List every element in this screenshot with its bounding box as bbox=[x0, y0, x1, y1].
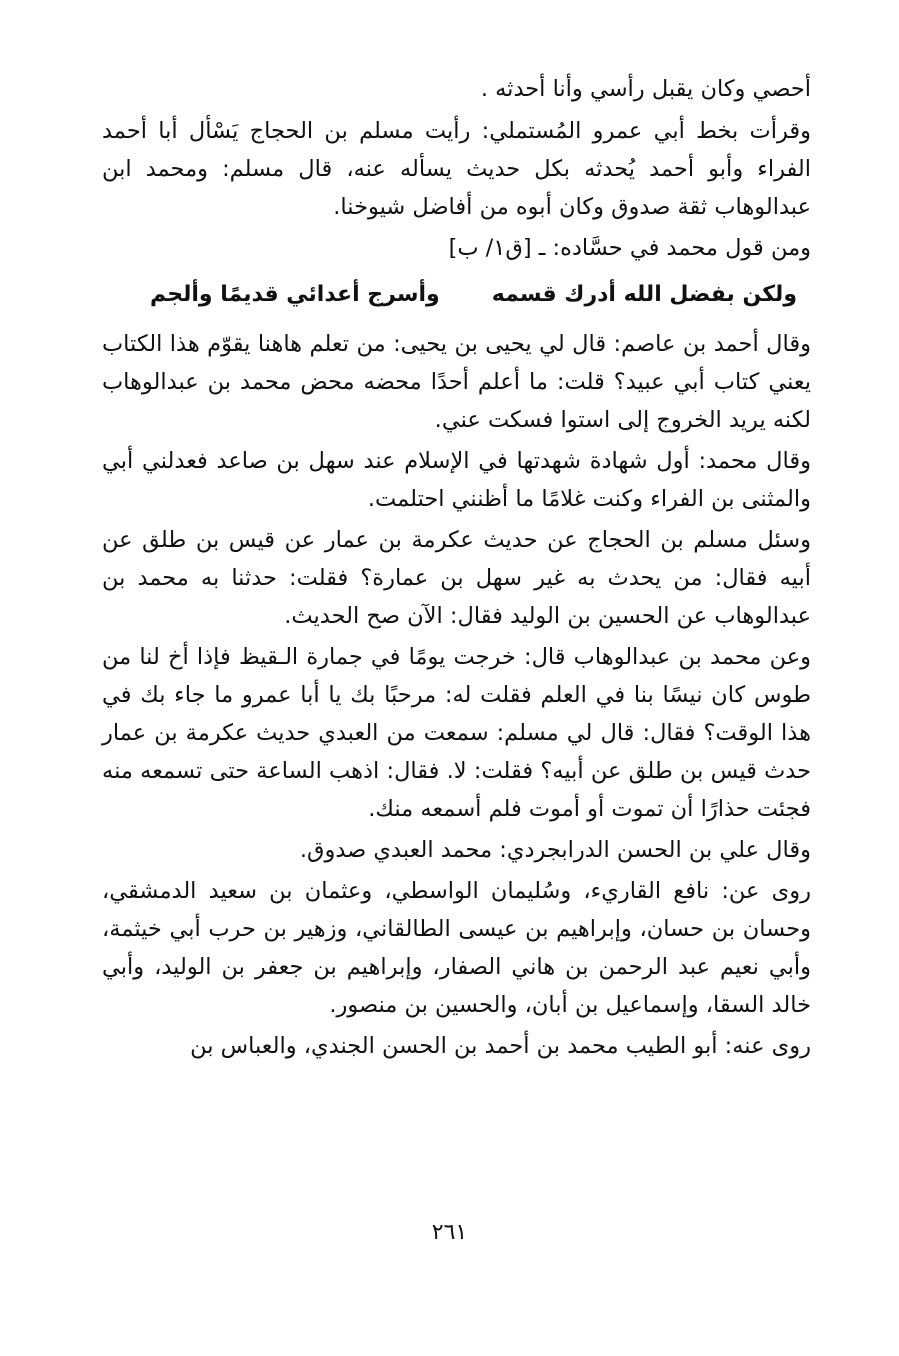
paragraph-8: وقال علي بن الحسن الدرابجردي: محمد العبدي صدوق. bbox=[299, 837, 811, 863]
paragraph-3: ومن قول محمد في حسَّاده: ـ [ق١/ ب] bbox=[448, 235, 811, 261]
paragraph-9: روى عن: نافع القاريء، وسُليمان الواسطي، وعثمان بن سعيد الدمشقي، وحسان بن حسان، وإبراهيم بن عيسى الطالقاني، وزهير بن حرب أبي خيثمة، وأبي نعيم عبد الرحمن بن هاني الصفار، وإبراهيم بن جعفر بن الوليد، وأبي خالد السقا، وإسماعيل بن أبان، والحسين بن منصور. bbox=[102, 878, 811, 1018]
paragraph-2: وقرأت بخط أبي عمرو المُستملي: رأيت مسلم بن الحجاج يَسْأل أبا أحمد الفراء وأبو أحمد يُحدثه بكل حديث يسأله عنه، قال مسلم: ومحمد ابن عبدالوهاب ثقة صدوق وكان أبوه من أفاضل شيوخنا. bbox=[102, 118, 811, 220]
paragraph-5: وقال محمد: أول شهادة شهدتها في الإسلام عند سهل بن صاعد فعدلني أبي والمثنى بن الفراء وكنت غلامًا ما أظنني احتلمت. bbox=[102, 448, 811, 512]
paragraph-10: روى عنه: أبو الطيب محمد بن أحمد بن الحسن الجندي، والعباس بن bbox=[190, 1033, 811, 1059]
poetry-verse bbox=[102, 275, 811, 315]
paragraph-6: وسئل مسلم بن الحجاج عن حديث عكرمة بن عمار عن قيس بن طلق عن أبيه فقال: من يحدث به غير سهل بن عمارة؟ فقلت: حدثنا به محمد بن عبدالوهاب عن الحسين بن الوليد فقال: الآن صح الحديث. bbox=[102, 527, 811, 629]
page-number: ٢٦١ bbox=[431, 1220, 468, 1245]
verse-hemistich-1: ولكن بفضل الله أدرك قسمه bbox=[491, 282, 797, 307]
paragraph-1: أحصي وكان يقبل رأسي وأنا أحدثه . bbox=[480, 76, 811, 102]
paragraph-7: وعن محمد بن عبدالوهاب قال: خرجت يومًا في جمارة الـقيظ فإذا أخ لنا من طوس كان نيسًا بنا في العلم فقلت له: مرحبًا بك يا أبا عمرو ما جاء بك في هذا الوقت؟ فقال: قال لي مسلم: سمعت من العبدي حديث عكرمة بن عمار حدث قيس بن طلق عن أبيه؟ فقلت: لا. فقال: اذهب الساعة حتى تسمعه منه فجئت حذارًا أن تموت أو أموت فلم أسمعه منك. bbox=[102, 644, 811, 822]
verse-hemistich-2: وأسرج أعدائي قديمًا وألجم bbox=[150, 282, 440, 307]
paragraph-4: وقال أحمد بن عاصم: قال لي يحيى بن يحيى: من تعلم هاهنا يقوّم هذا الكتاب يعني كتاب أبي عبيد؟ قلت: ما أعلم أحدًا محضه محض محمد بن عبدالوهاب لكنه يريد الخروج إلى استوا فسكت عني. bbox=[102, 331, 811, 433]
